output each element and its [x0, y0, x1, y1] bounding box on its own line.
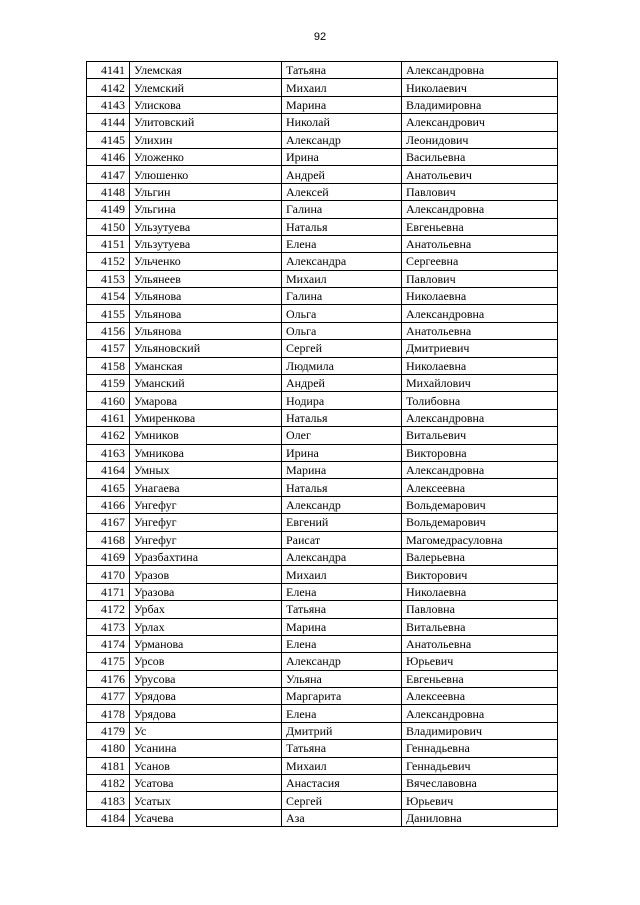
roster-table-body	[87, 62, 558, 827]
last-name-cell: Ульянова	[130, 305, 282, 322]
table-row	[87, 461, 558, 478]
row-number: 4154	[87, 288, 130, 305]
last-name-cell: Ульгина	[130, 201, 282, 218]
last-name-cell: Улитовский	[130, 114, 282, 131]
patronymic-cell: Александровна	[402, 62, 558, 79]
last-name-cell: Усанов	[130, 757, 282, 774]
patronymic-cell: Даниловна	[402, 809, 558, 826]
patronymic-cell: Геннадьевна	[402, 740, 558, 757]
first-name-cell: Маргарита	[282, 688, 402, 705]
table-row	[87, 722, 558, 739]
patronymic-cell: Вольдемарович	[402, 496, 558, 513]
row-number: 4179	[87, 722, 130, 739]
first-name-cell: Ольга	[282, 305, 402, 322]
table-row	[87, 653, 558, 670]
row-number: 4173	[87, 618, 130, 635]
first-name-cell: Ульяна	[282, 670, 402, 687]
row-number: 4149	[87, 201, 130, 218]
last-name-cell: Усатова	[130, 775, 282, 792]
table-row	[87, 740, 558, 757]
patronymic-cell: Толибовна	[402, 392, 558, 409]
first-name-cell: Людмила	[282, 357, 402, 374]
row-number: 4183	[87, 792, 130, 809]
table-row	[87, 809, 558, 826]
last-name-cell: Ульянеев	[130, 270, 282, 287]
row-number: 4143	[87, 96, 130, 113]
last-name-cell: Унгефуг	[130, 496, 282, 513]
first-name-cell: Татьяна	[282, 601, 402, 618]
first-name-cell: Марина	[282, 96, 402, 113]
row-number: 4181	[87, 757, 130, 774]
last-name-cell: Уразбахтина	[130, 548, 282, 565]
table-row	[87, 131, 558, 148]
table-row	[87, 305, 558, 322]
patronymic-cell: Михайлович	[402, 375, 558, 392]
table-row	[87, 218, 558, 235]
row-number: 4178	[87, 705, 130, 722]
patronymic-cell: Алексеевна	[402, 688, 558, 705]
row-number: 4156	[87, 322, 130, 339]
table-row	[87, 792, 558, 809]
table-row	[87, 114, 558, 131]
row-number: 4162	[87, 427, 130, 444]
first-name-cell: Марина	[282, 618, 402, 635]
patronymic-cell: Александровна	[402, 201, 558, 218]
patronymic-cell: Владимировна	[402, 96, 558, 113]
last-name-cell: Усатых	[130, 792, 282, 809]
row-number: 4180	[87, 740, 130, 757]
last-name-cell: Умников	[130, 427, 282, 444]
first-name-cell: Раисат	[282, 531, 402, 548]
patronymic-cell: Анатольевна	[402, 635, 558, 652]
patronymic-cell: Николаевна	[402, 357, 558, 374]
first-name-cell: Наталья	[282, 218, 402, 235]
first-name-cell: Татьяна	[282, 740, 402, 757]
patronymic-cell: Леонидович	[402, 131, 558, 148]
last-name-cell: Унгефуг	[130, 514, 282, 531]
table-row	[87, 288, 558, 305]
table-row	[87, 166, 558, 183]
patronymic-cell: Николаевич	[402, 79, 558, 96]
last-name-cell: Урманова	[130, 635, 282, 652]
table-row	[87, 757, 558, 774]
first-name-cell: Елена	[282, 705, 402, 722]
first-name-cell: Александр	[282, 131, 402, 148]
last-name-cell: Унгефуг	[130, 531, 282, 548]
last-name-cell: Ульзутуева	[130, 235, 282, 252]
roster-table	[86, 61, 558, 827]
table-row	[87, 670, 558, 687]
row-number: 4184	[87, 809, 130, 826]
first-name-cell: Ольга	[282, 322, 402, 339]
patronymic-cell: Юрьевич	[402, 653, 558, 670]
table-row	[87, 479, 558, 496]
row-number: 4145	[87, 131, 130, 148]
last-name-cell: Улихин	[130, 131, 282, 148]
patronymic-cell: Викторовна	[402, 444, 558, 461]
table-row	[87, 427, 558, 444]
row-number: 4141	[87, 62, 130, 79]
table-row	[87, 322, 558, 339]
row-number: 4176	[87, 670, 130, 687]
patronymic-cell: Павлович	[402, 183, 558, 200]
last-name-cell: Умных	[130, 461, 282, 478]
table-row	[87, 340, 558, 357]
patronymic-cell: Александровна	[402, 305, 558, 322]
last-name-cell: Улискова	[130, 96, 282, 113]
patronymic-cell: Анатольевна	[402, 235, 558, 252]
first-name-cell: Михаил	[282, 270, 402, 287]
last-name-cell: Урлах	[130, 618, 282, 635]
first-name-cell: Елена	[282, 583, 402, 600]
table-row	[87, 618, 558, 635]
last-name-cell: Ульченко	[130, 253, 282, 270]
patronymic-cell: Витальевич	[402, 427, 558, 444]
row-number: 4146	[87, 148, 130, 165]
last-name-cell: Уразова	[130, 583, 282, 600]
patronymic-cell: Владимирович	[402, 722, 558, 739]
patronymic-cell: Николаевна	[402, 583, 558, 600]
last-name-cell: Ульзутуева	[130, 218, 282, 235]
patronymic-cell: Александровна	[402, 705, 558, 722]
patronymic-cell: Вольдемарович	[402, 514, 558, 531]
patronymic-cell: Сергеевна	[402, 253, 558, 270]
patronymic-cell: Павлович	[402, 270, 558, 287]
first-name-cell: Андрей	[282, 166, 402, 183]
first-name-cell: Евгений	[282, 514, 402, 531]
patronymic-cell: Евгеньевна	[402, 670, 558, 687]
row-number: 4164	[87, 461, 130, 478]
row-number: 4161	[87, 409, 130, 426]
patronymic-cell: Анатольевич	[402, 166, 558, 183]
row-number: 4148	[87, 183, 130, 200]
row-number: 4153	[87, 270, 130, 287]
row-number: 4175	[87, 653, 130, 670]
row-number: 4157	[87, 340, 130, 357]
last-name-cell: Улюшенко	[130, 166, 282, 183]
first-name-cell: Галина	[282, 288, 402, 305]
first-name-cell: Николай	[282, 114, 402, 131]
last-name-cell: Уразов	[130, 566, 282, 583]
last-name-cell: Ульяновский	[130, 340, 282, 357]
row-number: 4169	[87, 548, 130, 565]
first-name-cell: Александр	[282, 653, 402, 670]
table-row	[87, 531, 558, 548]
table-row	[87, 409, 558, 426]
table-row	[87, 496, 558, 513]
last-name-cell: Урусова	[130, 670, 282, 687]
patronymic-cell: Павловна	[402, 601, 558, 618]
row-number: 4152	[87, 253, 130, 270]
last-name-cell: Умникова	[130, 444, 282, 461]
first-name-cell: Михаил	[282, 757, 402, 774]
last-name-cell: Ус	[130, 722, 282, 739]
first-name-cell: Марина	[282, 461, 402, 478]
row-number: 4166	[87, 496, 130, 513]
patronymic-cell: Валерьевна	[402, 548, 558, 565]
table-row	[87, 96, 558, 113]
table-row	[87, 705, 558, 722]
first-name-cell: Александра	[282, 253, 402, 270]
table-row	[87, 392, 558, 409]
first-name-cell: Андрей	[282, 375, 402, 392]
first-name-cell: Алексей	[282, 183, 402, 200]
row-number: 4155	[87, 305, 130, 322]
first-name-cell: Наталья	[282, 409, 402, 426]
patronymic-cell: Дмитриевич	[402, 340, 558, 357]
row-number: 4172	[87, 601, 130, 618]
first-name-cell: Михаил	[282, 566, 402, 583]
table-row	[87, 635, 558, 652]
first-name-cell: Ирина	[282, 444, 402, 461]
patronymic-cell: Юрьевич	[402, 792, 558, 809]
table-row	[87, 548, 558, 565]
table-row	[87, 375, 558, 392]
table-row	[87, 601, 558, 618]
page-number: 92	[313, 31, 327, 43]
row-number: 4174	[87, 635, 130, 652]
row-number: 4159	[87, 375, 130, 392]
first-name-cell: Ирина	[282, 148, 402, 165]
patronymic-cell: Магомедрасуловна	[402, 531, 558, 548]
first-name-cell: Александр	[282, 496, 402, 513]
table-row	[87, 79, 558, 96]
table-row	[87, 62, 558, 79]
row-number: 4163	[87, 444, 130, 461]
last-name-cell: Урсов	[130, 653, 282, 670]
last-name-cell: Уложенко	[130, 148, 282, 165]
table-row	[87, 148, 558, 165]
patronymic-cell: Александровна	[402, 461, 558, 478]
last-name-cell: Умиренкова	[130, 409, 282, 426]
first-name-cell: Сергей	[282, 792, 402, 809]
patronymic-cell: Александрович	[402, 114, 558, 131]
first-name-cell: Татьяна	[282, 62, 402, 79]
row-number: 4147	[87, 166, 130, 183]
row-number: 4171	[87, 583, 130, 600]
patronymic-cell: Васильевна	[402, 148, 558, 165]
row-number: 4158	[87, 357, 130, 374]
row-number: 4151	[87, 235, 130, 252]
table-row	[87, 253, 558, 270]
patronymic-cell: Алексеевна	[402, 479, 558, 496]
table-row	[87, 566, 558, 583]
last-name-cell: Урядова	[130, 705, 282, 722]
row-number: 4165	[87, 479, 130, 496]
row-number: 4144	[87, 114, 130, 131]
first-name-cell: Елена	[282, 635, 402, 652]
last-name-cell: Усачева	[130, 809, 282, 826]
table-row	[87, 688, 558, 705]
first-name-cell: Сергей	[282, 340, 402, 357]
first-name-cell: Анастасия	[282, 775, 402, 792]
last-name-cell: Ульянова	[130, 322, 282, 339]
last-name-cell: Ульгин	[130, 183, 282, 200]
table-row	[87, 583, 558, 600]
patronymic-cell: Вячеславовна	[402, 775, 558, 792]
first-name-cell: Михаил	[282, 79, 402, 96]
last-name-cell: Уманская	[130, 357, 282, 374]
patronymic-cell: Анатольевна	[402, 322, 558, 339]
last-name-cell: Улемская	[130, 62, 282, 79]
last-name-cell: Умарова	[130, 392, 282, 409]
table-row	[87, 357, 558, 374]
first-name-cell: Александра	[282, 548, 402, 565]
row-number: 4177	[87, 688, 130, 705]
row-number: 4142	[87, 79, 130, 96]
table-row	[87, 183, 558, 200]
row-number: 4170	[87, 566, 130, 583]
table-row	[87, 444, 558, 461]
table-row	[87, 235, 558, 252]
table-row	[87, 775, 558, 792]
last-name-cell: Усанина	[130, 740, 282, 757]
first-name-cell: Олег	[282, 427, 402, 444]
row-number: 4167	[87, 514, 130, 531]
last-name-cell: Улемский	[130, 79, 282, 96]
last-name-cell: Уманский	[130, 375, 282, 392]
last-name-cell: Урядова	[130, 688, 282, 705]
first-name-cell: Наталья	[282, 479, 402, 496]
first-name-cell: Галина	[282, 201, 402, 218]
first-name-cell: Елена	[282, 235, 402, 252]
patronymic-cell: Витальевна	[402, 618, 558, 635]
row-number: 4182	[87, 775, 130, 792]
table-row	[87, 201, 558, 218]
last-name-cell: Урбах	[130, 601, 282, 618]
first-name-cell: Аза	[282, 809, 402, 826]
table-row	[87, 270, 558, 287]
patronymic-cell: Геннадьевич	[402, 757, 558, 774]
table-row	[87, 514, 558, 531]
first-name-cell: Нодира	[282, 392, 402, 409]
row-number: 4150	[87, 218, 130, 235]
last-name-cell: Унагаева	[130, 479, 282, 496]
row-number: 4160	[87, 392, 130, 409]
patronymic-cell: Николаевна	[402, 288, 558, 305]
patronymic-cell: Евгеньевна	[402, 218, 558, 235]
row-number: 4168	[87, 531, 130, 548]
last-name-cell: Ульянова	[130, 288, 282, 305]
patronymic-cell: Викторович	[402, 566, 558, 583]
patronymic-cell: Александровна	[402, 409, 558, 426]
first-name-cell: Дмитрий	[282, 722, 402, 739]
